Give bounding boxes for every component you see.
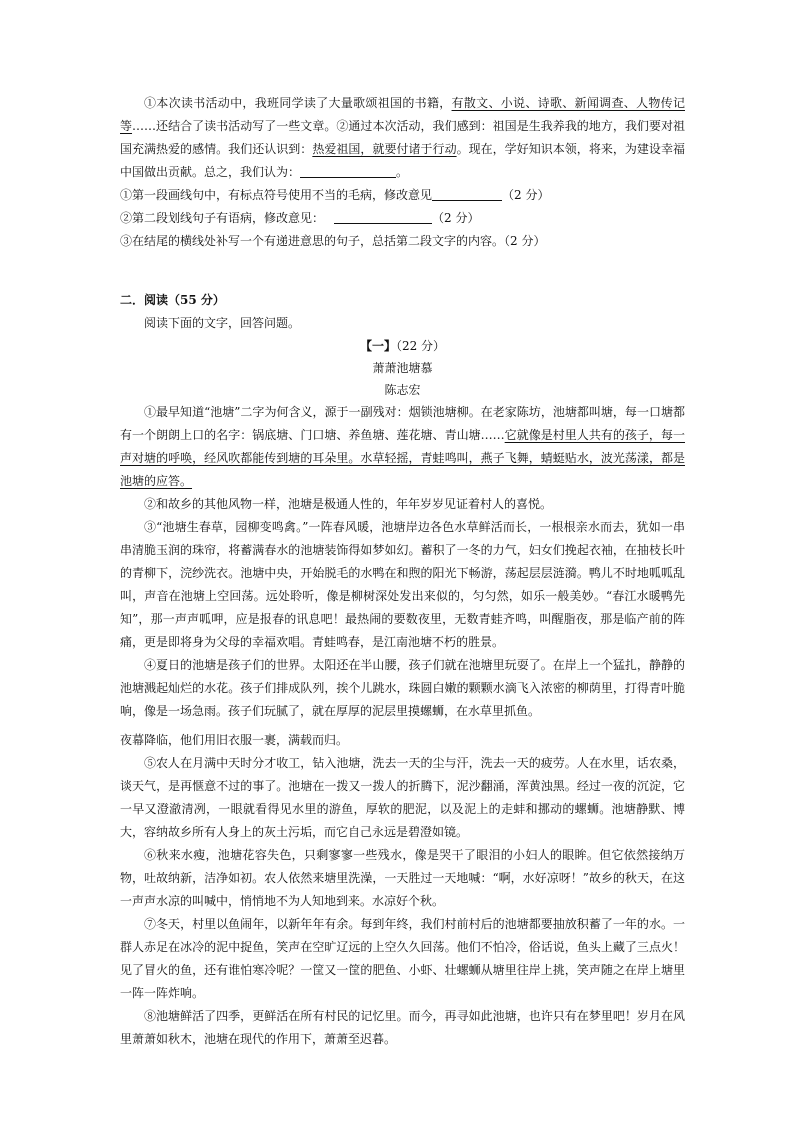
article-paragraph-6: ⑥秋来水瘦，池塘花容失色，只剩寥寥一些残水，像是哭干了眼泪的小妇人的眼眸。但它依然接纳万物，吐故纳新，洁净如初。农人依然来塘里洗澡，一天胜过一天地喊：“啊，水好凉呀！”故乡的秋天，在这一声声水凉的叫喊中，悄悄地不为人知地到来。水凉好个秋。 <box>120 848 685 908</box>
section-heading: 二．阅读（55 分） <box>120 293 225 307</box>
underlined-phrase-2: 热爱祖国，就要付诸于行动 <box>312 142 457 156</box>
answer-blank-1[interactable] <box>432 186 502 201</box>
underlined-phrase-1: 有散文、小说、诗歌、新闻调查、人物传记等 <box>120 96 685 133</box>
section-score: （22 分） <box>395 339 446 353</box>
question-2 <box>120 207 685 230</box>
section-label: 【一】 <box>359 339 396 353</box>
article-paragraph-1 <box>120 401 685 493</box>
article-paragraph-2: ②和故乡的其他风物一样，池塘是极通人性的，年年岁岁见证着村人的喜悦。 <box>144 497 553 511</box>
article-paragraph-8: ⑧池塘鲜活了四季，更鲜活在所有村民的记忆里。而今，再寻如此池塘，也许只有在梦里吧！岁月在风里萧萧如秋木，池塘在现代的作用下，萧萧至迟暮。 <box>120 1009 685 1046</box>
answer-blank-2[interactable] <box>334 209 432 224</box>
question-3-text: ③在结尾的横线处补写一个有递进意思的句子，总括第二段文字的内容。（2 分） <box>120 234 546 248</box>
question-1 <box>120 184 685 207</box>
question-2-text: ②第二段划线句子有语病，修改意见： <box>120 211 325 225</box>
question-passage <box>120 92 685 184</box>
passage-text-c: 。现在，学好知识本领，将来，为建设幸福中国做出贡献。总之，我们认为： <box>120 142 685 179</box>
answer-blank-conclusion[interactable] <box>300 163 396 178</box>
article-paragraph-7: ⑦冬天，村里以鱼闹年，以新年年有余。每到年终，我们村前村后的池塘都要抽放积蓄了一年的水。一群人赤足在冰冷的泥中捉鱼，笑声在空旷辽远的上空久久回荡。他们不怕冷，俗话说，鱼头上藏了三点火！见了冒火的鱼，还有谁怕寒冷呢？一筐又一筐的肥鱼、小虾、壮螺蛳从塘里往岸上挑，笑声随之在岸上塘里一阵一阵炸响。 <box>120 917 685 1000</box>
article-paragraph-3: ③“池塘生春草，园柳变鸣禽。”一阵春风暖，池塘岸边各色水草鲜活而长，一根根亲水而去，犹如一串串清脆玉润的珠帘，将蓄满春水的池塘装饰得如梦如幻。蓄积了一冬的力气，妇女们挽起衣袖，在抽枝长叶的青柳下，浣纱洗衣。池塘中央，开始脱毛的水鸭在和煦的阳光下畅游，荡起层层涟漪。鸭儿不时地呱呱乱叫，声音在池塘上空回荡。远处聆听，像是柳树深处发出来似的，匀匀然，如乐一般美妙。“春江水暖鸭先知”，那一声声呱呷，应是报春的讯息吧！最热闹的要数夜里，无数青蛙齐鸣，叫醒脂夜，那是临产前的阵痛，更是即将身为父母的幸福欢唱。青蛙鸣春，是江南池塘不朽的胜景。 <box>120 520 685 649</box>
article-paragraph-4-end: 夜幕降临，他们用旧衣服一裹，满载而归。 <box>120 733 349 747</box>
paragraph-1-text: ①最早知道“池塘”二字为何含义，源于一副残对：烟锁池塘柳。在老家陈坊，池塘都叫塘，每一口塘都有一个朗朗上口的名字：锅底塘、门口塘、养鱼塘、莲花塘、青山塘…… <box>120 405 685 442</box>
section-intro: 阅读下面的文字，回答问题。 <box>144 316 301 330</box>
question-2-score: （2 分） <box>432 211 480 225</box>
document-page <box>120 92 685 1051</box>
article-title: 萧萧池塘慕 <box>372 361 433 375</box>
question-3 <box>120 230 685 253</box>
passage-end: 。 <box>396 165 409 179</box>
paragraph-1-underlined: 它就像是村里人共有的孩子，每一声对塘的呼唤，经风吹都能传到塘的耳朵里。水草轻摇，青蛙鸣叫，燕子飞舞，蜻蜓贴水，波光荡漾，都是池塘的应答。 <box>120 428 685 488</box>
article-paragraph-5: ⑤农人在月满中天时分才收工，钻入池塘，洗去一天的尘与汗，洗去一天的疲劳。人在水里，话农桑，谈天气，是再惬意不过的事了。池塘在一拨又一拨人的折腾下，泥沙翻涌，浑黄浊黑。经过一夜的沉淀，它一早又澄澈清冽，一眼就看得见水里的游鱼，厚软的肥泥，以及泥上的走蚌和挪动的螺蛳。池塘静默、博大，容纳故乡所有人身上的灰土污垢，而它自己永远是碧澄如镜。 <box>120 756 685 839</box>
article-section-label <box>120 335 685 357</box>
passage-text-a: ①本次读书活动中，我班同学读了大量歌颂祖国的书籍， <box>144 96 452 110</box>
question-1-score: （2 分） <box>502 188 550 202</box>
article-author: 陈志宏 <box>384 383 421 397</box>
question-1-text: ①第一段画线句中，有标点符号使用不当的毛病，修改意见 <box>120 188 433 202</box>
passage-text-b: ……还结合了读书活动写了一些文章。②通过本次活动，我们感到：祖国是生我养我的地方，我们要对祖国充满热爱的感情。我们还认识到： <box>120 119 685 156</box>
article-paragraph-4: ④夏日的池塘是孩子们的世界。太阳还在半山腰，孩子们就在池塘里玩耍了。在岸上一个猛扎，静静的池塘溅起灿烂的水花。孩子们排成队列，挨个儿跳水，珠圆白嫩的颗颗水滴飞入浓密的柳荫里，打得青叶脆响，像是一场急雨。孩子们玩腻了，就在厚厚的泥层里摸螺蛳，在水草里抓鱼。 <box>120 658 685 718</box>
